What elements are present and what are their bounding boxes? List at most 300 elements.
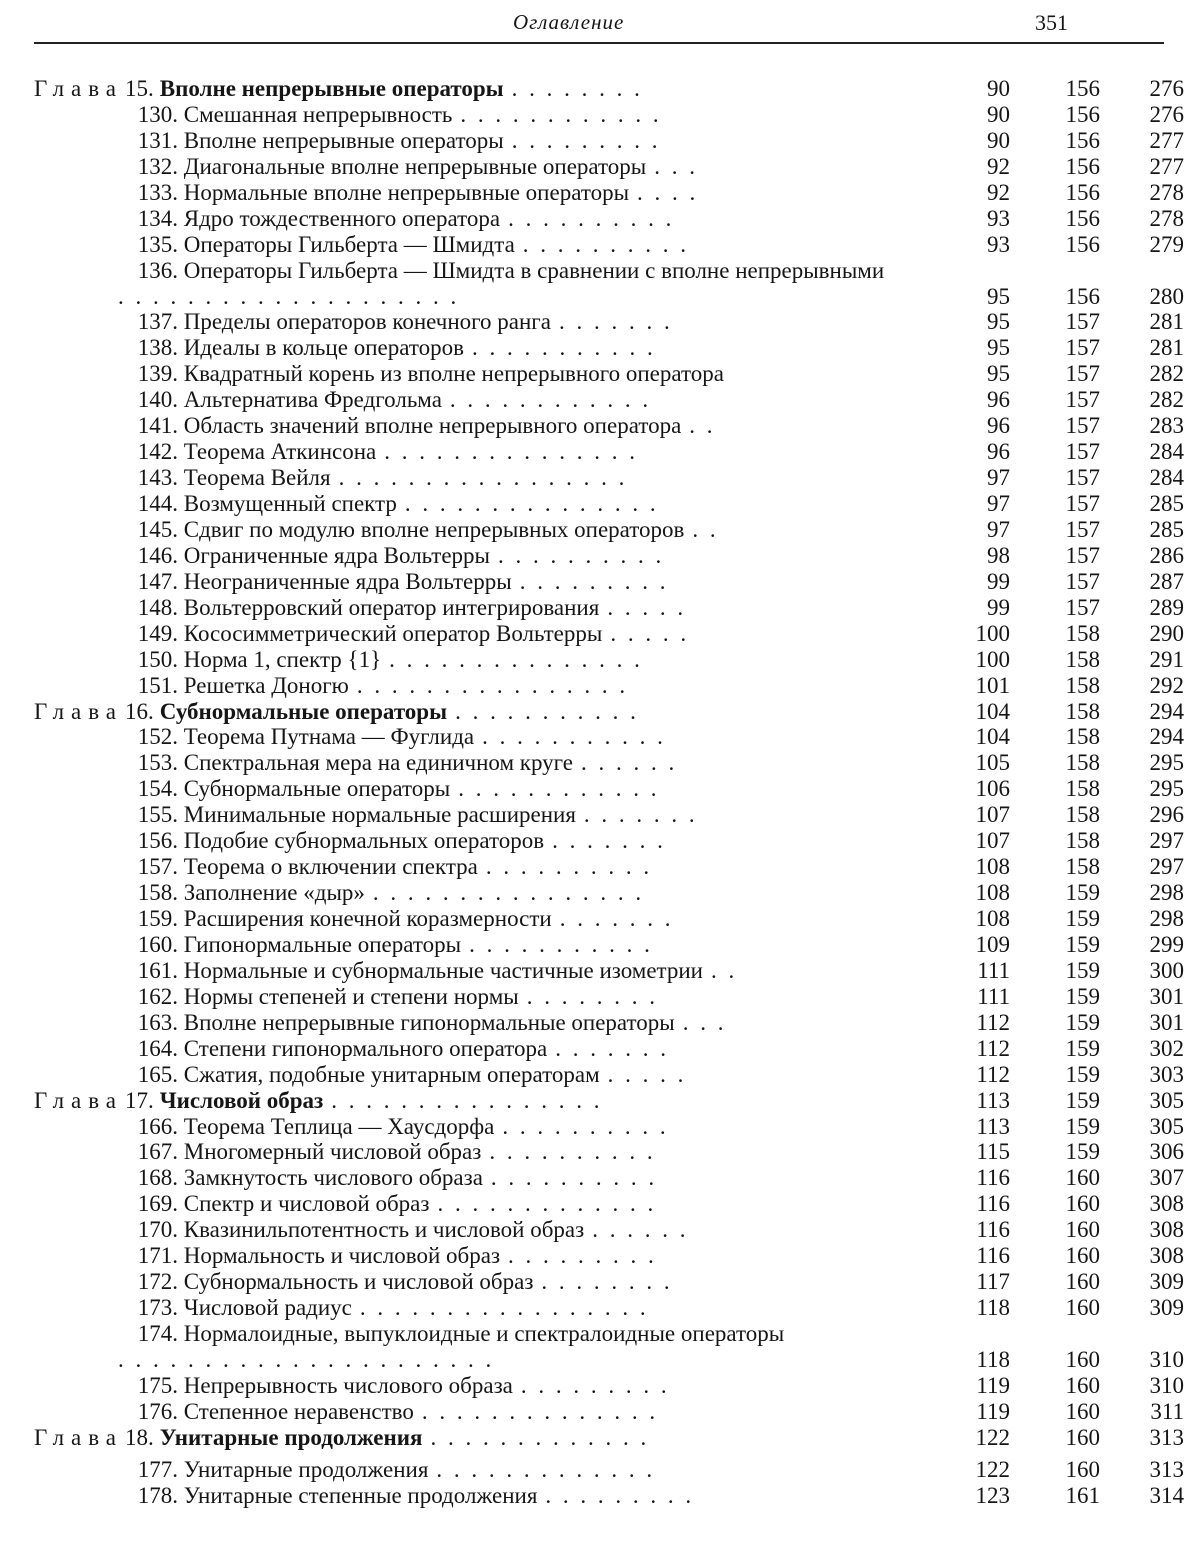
- page-ref-col-2: 157: [1050, 465, 1100, 491]
- page-ref-col-2: 156: [1050, 232, 1100, 258]
- page-ref-col-1: 106: [960, 776, 1010, 802]
- toc-entry-text: [110, 802, 698, 828]
- page-refs: [960, 595, 1200, 621]
- toc-section-row: [0, 491, 1200, 517]
- section-title: Субнормальные операторы: [184, 776, 450, 801]
- page-refs: [960, 517, 1200, 543]
- dot-leader: . . . . .: [608, 1062, 687, 1088]
- page-ref-col-1: 90: [960, 128, 1010, 154]
- page-ref-col-2: 156: [1050, 76, 1100, 102]
- page-refs: [960, 906, 1200, 932]
- page-ref-col-2: 156: [1050, 154, 1100, 180]
- page-refs: [960, 1010, 1200, 1036]
- page-refs: [960, 984, 1200, 1010]
- toc-section-row: [0, 854, 1200, 880]
- section-number: 172.: [110, 1269, 178, 1295]
- section-number: 151.: [110, 673, 178, 699]
- page-ref-col-2: 160: [1050, 1347, 1100, 1373]
- page-ref-col-1: 116: [960, 1243, 1010, 1269]
- page-ref-col-3: 313: [1134, 1457, 1184, 1483]
- section-title: Возмущенный спектр: [184, 491, 397, 516]
- dot-leader: . . .: [654, 154, 698, 180]
- page-ref-col-1: 118: [960, 1347, 1010, 1373]
- dot-leader: . . . . . . .: [559, 309, 673, 335]
- section-number: 164.: [110, 1036, 178, 1062]
- page-ref-col-3: 282: [1134, 387, 1184, 413]
- page-ref-col-1: 109: [960, 932, 1010, 958]
- page-ref-col-1: 122: [960, 1425, 1010, 1451]
- page-ref-col-2: 160: [1050, 1243, 1100, 1269]
- page-ref-col-1: 112: [960, 1062, 1010, 1088]
- page-ref-col-2: 161: [1050, 1483, 1100, 1509]
- section-title: Нормальность и числовой образ: [184, 1243, 500, 1268]
- page-ref-col-1: 111: [960, 958, 1010, 984]
- toc-section-row: [0, 1010, 1200, 1036]
- dot-leader: . . . . . . . . . . . .: [460, 102, 661, 128]
- page-ref-col-3: 279: [1134, 232, 1184, 258]
- page-refs: [960, 1139, 1200, 1165]
- page-ref-col-2: 160: [1050, 1165, 1100, 1191]
- page-ref-col-1: 90: [960, 76, 1010, 102]
- toc-entry-text: [110, 958, 737, 984]
- page-refs: [960, 776, 1200, 802]
- document-page: [0, 0, 1200, 1566]
- page-ref-col-2: 159: [1050, 1139, 1100, 1165]
- toc-entry-text: [110, 1243, 657, 1269]
- section-number: 147.: [110, 569, 178, 595]
- section-number: 170.: [110, 1217, 178, 1243]
- page-refs: [960, 1217, 1200, 1243]
- toc-entry-text: [110, 1269, 673, 1295]
- dot-leader: . . . . . . . . . . . . . . .: [405, 491, 659, 517]
- page-number: 351: [1035, 10, 1068, 36]
- section-number: 171.: [110, 1243, 178, 1269]
- dot-leader: . . . . . . . . . . . . .: [436, 1457, 655, 1483]
- section-title: Теорема о включении спектра: [184, 854, 478, 879]
- page-refs: [960, 932, 1200, 958]
- dot-leader: . . . . . . .: [555, 1036, 669, 1062]
- page-ref-col-3: 281: [1134, 309, 1184, 335]
- dot-leader: . . . . . . . . . .: [498, 543, 664, 569]
- dot-leader: . . . . . . . . .: [508, 1243, 657, 1269]
- toc-entry-text: [110, 1165, 657, 1191]
- page-refs: [960, 1062, 1200, 1088]
- page-ref-col-1: 93: [960, 232, 1010, 258]
- section-title: Область значений вполне непрерывного оператора: [184, 413, 682, 438]
- page-ref-col-3: 308: [1134, 1217, 1184, 1243]
- section-title: Квазинильпотентность и числовой образ: [184, 1217, 584, 1242]
- page-ref-col-3: 282: [1134, 361, 1184, 387]
- toc-entry-text: [110, 595, 686, 621]
- toc-entry-text: [110, 361, 732, 387]
- page-ref-col-1: 122: [960, 1457, 1010, 1483]
- dot-leader: . . . . . . . . . . . . . .: [422, 1399, 658, 1425]
- section-number: 149.: [110, 621, 178, 647]
- page-ref-col-1: 96: [960, 387, 1010, 413]
- toc-entry-text: [110, 1373, 670, 1399]
- page-refs: [960, 1114, 1200, 1140]
- page-ref-col-2: 159: [1050, 1036, 1100, 1062]
- toc-entry-text: [110, 439, 638, 465]
- section-title: Квадратный корень из вполне непрерывного оператора: [184, 361, 724, 386]
- section-number: 159.: [110, 906, 178, 932]
- page-ref-col-2: 157: [1050, 569, 1100, 595]
- section-number: 140.: [110, 387, 178, 413]
- section-number: 138.: [110, 335, 178, 361]
- page-ref-col-3: 292: [1134, 673, 1184, 699]
- section-title: Нормалоидные, выпуклоидные и спектралоидные операторы: [184, 1321, 784, 1346]
- dot-leader: . . . . . . . . . . . . . . . . . . . . . .: [118, 1347, 494, 1373]
- chapter-label: Глава: [34, 1425, 123, 1450]
- section-number: 166.: [110, 1114, 178, 1140]
- section-number: 163.: [110, 1010, 178, 1036]
- section-number: 150.: [110, 647, 178, 673]
- page-ref-col-1: 99: [960, 569, 1010, 595]
- toc-section-row: [0, 932, 1200, 958]
- page-ref-col-3: 280: [1134, 284, 1184, 310]
- page-ref-col-3: 306: [1134, 1139, 1184, 1165]
- section-number: 177.: [110, 1457, 178, 1483]
- page-ref-col-1: 118: [960, 1295, 1010, 1321]
- page-refs: [960, 180, 1200, 206]
- page-ref-col-2: 160: [1050, 1217, 1100, 1243]
- page-refs: [960, 309, 1200, 335]
- section-number: 131.: [110, 128, 178, 154]
- toc-section-row: [0, 517, 1200, 543]
- table-of-contents: [0, 76, 1200, 1509]
- dot-leader: . . . . . . . . . . . .: [450, 387, 651, 413]
- page-ref-col-2: 156: [1050, 180, 1100, 206]
- page-ref-col-3: 276: [1134, 76, 1184, 102]
- section-title: Спектральная мера на единичном круге: [184, 750, 573, 775]
- page-refs: [960, 699, 1200, 725]
- section-number: 153.: [110, 750, 178, 776]
- page-ref-col-2: 158: [1050, 647, 1100, 673]
- page-ref-col-1: 92: [960, 154, 1010, 180]
- page-refs: [960, 76, 1200, 102]
- section-title: Расширения конечной коразмерности: [184, 906, 552, 931]
- toc-chapter-row: [0, 76, 1200, 102]
- dot-leader: . . . . . . . . . . .: [455, 699, 639, 725]
- toc-entry-text: [110, 335, 656, 361]
- page-refs: [960, 647, 1200, 673]
- toc-section-row: [0, 1457, 1200, 1483]
- toc-entry-text: [110, 517, 719, 543]
- dot-leader: . . . . . . . . .: [545, 1483, 694, 1509]
- toc-entry-text: [110, 309, 673, 335]
- page-ref-col-2: 160: [1050, 1425, 1100, 1451]
- dot-leader: . . . . . . . . . . . . . . . .: [331, 1088, 602, 1114]
- dot-leader: . . . . . .: [592, 1217, 688, 1243]
- page-ref-col-1: 97: [960, 491, 1010, 517]
- toc-entry-text: [110, 828, 666, 854]
- section-number: 165.: [110, 1062, 178, 1088]
- page-ref-col-3: 278: [1134, 180, 1184, 206]
- toc-section-row: [0, 543, 1200, 569]
- page-refs: [960, 335, 1200, 361]
- toc-entry-text: [110, 854, 652, 880]
- section-number: 132.: [110, 154, 178, 180]
- page-ref-col-3: 310: [1134, 1347, 1184, 1373]
- page-ref-col-2: 159: [1050, 932, 1100, 958]
- toc-section-row: [0, 335, 1200, 361]
- toc-section-row: [0, 1165, 1200, 1191]
- page-ref-col-2: 158: [1050, 802, 1100, 828]
- toc-section-row: [0, 439, 1200, 465]
- page-ref-col-2: 159: [1050, 880, 1100, 906]
- toc-entry-text: [110, 1114, 669, 1140]
- section-title: Заполнение «дыр»: [184, 880, 365, 905]
- toc-section-row: [0, 154, 1200, 180]
- section-number: 169.: [110, 1191, 178, 1217]
- page-ref-col-2: 159: [1050, 906, 1100, 932]
- toc-entry-text: [110, 776, 659, 802]
- dot-leader: . . . . . . . . . .: [508, 206, 674, 232]
- page-ref-col-3: 305: [1134, 1088, 1184, 1114]
- page-refs: [960, 621, 1200, 647]
- toc-entry-text: [110, 1295, 649, 1321]
- section-number: 156.: [110, 828, 178, 854]
- page-ref-col-3: 314: [1134, 1483, 1184, 1509]
- page-ref-col-1: 116: [960, 1165, 1010, 1191]
- toc-section-row: [0, 413, 1200, 439]
- page-refs: [960, 1191, 1200, 1217]
- toc-entry-text: [110, 180, 698, 206]
- toc-section-row: [0, 724, 1200, 750]
- page-ref-col-2: 158: [1050, 828, 1100, 854]
- page-refs: [960, 1243, 1200, 1269]
- page-ref-col-2: 158: [1050, 776, 1100, 802]
- section-title: Ядро тождественного оператора: [184, 206, 500, 231]
- page-ref-col-2: 157: [1050, 439, 1100, 465]
- page-ref-col-1: 117: [960, 1269, 1010, 1295]
- page-refs: [960, 854, 1200, 880]
- page-refs: [960, 491, 1200, 517]
- page-ref-col-1: 119: [960, 1373, 1010, 1399]
- section-title: Нормы степеней и степени нормы: [184, 984, 519, 1009]
- page-ref-col-1: 99: [960, 595, 1010, 621]
- dot-leader: . .: [711, 958, 737, 984]
- toc-section-row: [0, 1139, 1200, 1165]
- page-ref-col-1: 100: [960, 621, 1010, 647]
- section-title: Операторы Гильберта — Шмидта: [184, 232, 515, 257]
- toc-section-row: [0, 595, 1200, 621]
- page-ref-col-3: 301: [1134, 984, 1184, 1010]
- section-number: 154.: [110, 776, 178, 802]
- page-refs: [960, 1483, 1200, 1509]
- dot-leader: . . . . . . . . . .: [523, 232, 689, 258]
- toc-section-row: [0, 906, 1200, 932]
- section-title: Операторы Гильберта — Шмидта в сравнении с вполне непрерывными: [184, 258, 884, 283]
- page-ref-col-1: 104: [960, 724, 1010, 750]
- section-title: Норма 1, спектр {1}: [184, 647, 381, 672]
- dot-leader: . . . . . . .: [552, 828, 666, 854]
- dot-leader: . . . . . .: [581, 750, 677, 776]
- page-refs: [960, 1399, 1200, 1425]
- page-ref-col-1: 90: [960, 102, 1010, 128]
- section-title: Числовой радиус: [184, 1295, 352, 1320]
- toc-section-row: [0, 1373, 1200, 1399]
- page-ref-col-3: 277: [1134, 154, 1184, 180]
- section-title: Теорема Вейля: [184, 465, 331, 490]
- toc-section-row: [0, 206, 1200, 232]
- toc-section-row: [0, 1191, 1200, 1217]
- toc-entry-text: [110, 1457, 655, 1483]
- toc-section-row: [0, 673, 1200, 699]
- toc-entry-text: [34, 76, 643, 102]
- page-refs: [960, 361, 1200, 387]
- page-ref-col-1: 95: [960, 361, 1010, 387]
- toc-entry-text: [34, 1425, 649, 1451]
- toc-section-row: [0, 1036, 1200, 1062]
- page-refs: [960, 802, 1200, 828]
- section-number: 142.: [110, 439, 178, 465]
- toc-section-row: [0, 984, 1200, 1010]
- dot-leader: . . . . . . . . . .: [489, 1139, 655, 1165]
- page-ref-col-1: 95: [960, 284, 1010, 310]
- dot-leader: . . . .: [637, 180, 698, 206]
- dot-leader: . . . . . . . . . .: [502, 1114, 668, 1140]
- page-ref-col-2: 158: [1050, 750, 1100, 776]
- toc-entry-text: [110, 1321, 940, 1373]
- toc-section-row: [0, 1321, 1200, 1373]
- toc-entry-text: [110, 232, 689, 258]
- section-title: Сдвиг по модулю вполне непрерывных операторов: [184, 517, 685, 542]
- page-ref-col-1: 97: [960, 465, 1010, 491]
- toc-section-row: [0, 1062, 1200, 1088]
- page-ref-col-3: 309: [1134, 1269, 1184, 1295]
- toc-section-row: [0, 1114, 1200, 1140]
- page-ref-col-3: 285: [1134, 491, 1184, 517]
- page-refs: [960, 1088, 1200, 1114]
- section-title: Подобие субнормальных операторов: [184, 828, 544, 853]
- toc-section-row: [0, 232, 1200, 258]
- page-ref-col-2: 156: [1050, 206, 1100, 232]
- chapter-title: Числовой образ: [160, 1088, 323, 1113]
- section-number: 168.: [110, 1165, 178, 1191]
- section-title: Ограниченные ядра Вольтерры: [184, 543, 490, 568]
- page-ref-col-3: 284: [1134, 465, 1184, 491]
- page-ref-col-3: 295: [1134, 750, 1184, 776]
- page-ref-col-1: 95: [960, 309, 1010, 335]
- dot-leader: . . . . . . . . .: [520, 569, 669, 595]
- page-refs: [960, 1347, 1200, 1373]
- dot-leader: . . . . . . . . . . .: [469, 932, 653, 958]
- toc-entry-text: [110, 465, 627, 491]
- toc-section-row: [0, 361, 1200, 387]
- toc-section-row: [0, 1483, 1200, 1509]
- toc-section-row: [0, 309, 1200, 335]
- page-ref-col-2: 156: [1050, 284, 1100, 310]
- section-title: Кососимметрический оператор Вольтерры: [184, 621, 603, 646]
- page-ref-col-3: 278: [1134, 206, 1184, 232]
- toc-entry-text: [110, 1139, 656, 1165]
- page-ref-col-3: 305: [1134, 1114, 1184, 1140]
- page-ref-col-1: 116: [960, 1217, 1010, 1243]
- page-ref-col-3: 295: [1134, 776, 1184, 802]
- section-number: 134.: [110, 206, 178, 232]
- section-number: 143.: [110, 465, 178, 491]
- section-title: Гипонормальные операторы: [184, 932, 461, 957]
- section-number: 174.: [110, 1321, 178, 1347]
- toc-entry-text: [110, 387, 651, 413]
- section-number: 167.: [110, 1139, 178, 1165]
- page-ref-col-1: 93: [960, 206, 1010, 232]
- page-ref-col-1: 123: [960, 1483, 1010, 1509]
- page-ref-col-2: 158: [1050, 699, 1100, 725]
- dot-leader: . . . . . . .: [584, 802, 698, 828]
- section-title: Субнормальность и числовой образ: [184, 1269, 534, 1294]
- page-ref-col-2: 158: [1050, 621, 1100, 647]
- page-ref-col-2: 159: [1050, 984, 1100, 1010]
- page-ref-col-3: 300: [1134, 958, 1184, 984]
- toc-section-row: [0, 880, 1200, 906]
- toc-entry-text: [110, 984, 658, 1010]
- page-ref-col-1: 105: [960, 750, 1010, 776]
- page-ref-col-1: 97: [960, 517, 1010, 543]
- page-ref-col-1: 112: [960, 1010, 1010, 1036]
- page-ref-col-3: 276: [1134, 102, 1184, 128]
- toc-section-row: [0, 958, 1200, 984]
- page-refs: [960, 880, 1200, 906]
- chapter-title: Унитарные продолжения: [160, 1425, 423, 1450]
- page-ref-col-3: 303: [1134, 1062, 1184, 1088]
- page-ref-col-1: 100: [960, 647, 1010, 673]
- page-refs: [960, 102, 1200, 128]
- chapter-title: Субнормальные операторы: [160, 699, 447, 724]
- toc-entry-text: [110, 569, 668, 595]
- dot-leader: . . . . . . . . . . . . . . . . . . . .: [118, 284, 459, 310]
- chapter-number: 15.: [125, 76, 154, 101]
- section-title: Диагональные вполне непрерывные операторы: [184, 154, 646, 179]
- section-number: 145.: [110, 517, 178, 543]
- section-number: 141.: [110, 413, 178, 439]
- dot-leader: . . .: [683, 1010, 727, 1036]
- section-number: 130.: [110, 102, 178, 128]
- page-refs: [960, 1269, 1200, 1295]
- page-ref-col-2: 157: [1050, 491, 1100, 517]
- toc-section-row: [0, 128, 1200, 154]
- dot-leader: . . . . . . . . . . .: [472, 335, 656, 361]
- dot-leader: . . . . . . . . . . .: [482, 724, 666, 750]
- section-title: Решетка Доногю: [184, 673, 349, 698]
- toc-entry-text: [110, 880, 644, 906]
- page-ref-col-1: 104: [960, 699, 1010, 725]
- page-ref-col-1: 96: [960, 413, 1010, 439]
- dot-leader: . . . . . . . . . . . . . . . .: [357, 673, 628, 699]
- dot-leader: . .: [689, 413, 715, 439]
- page-ref-col-3: 302: [1134, 1036, 1184, 1062]
- toc-entry-text: [110, 102, 662, 128]
- section-number: 158.: [110, 880, 178, 906]
- page-ref-col-2: 157: [1050, 387, 1100, 413]
- section-title: Нормальные и субнормальные частичные изометрии: [184, 958, 703, 983]
- page-ref-col-1: 108: [960, 854, 1010, 880]
- toc-section-row: [0, 1269, 1200, 1295]
- page-ref-col-3: 281: [1134, 335, 1184, 361]
- section-number: 155.: [110, 802, 178, 828]
- page-ref-col-1: 108: [960, 880, 1010, 906]
- page-ref-col-3: 287: [1134, 569, 1184, 595]
- page-ref-col-2: 157: [1050, 595, 1100, 621]
- page-ref-col-3: 296: [1134, 802, 1184, 828]
- toc-section-row: [0, 647, 1200, 673]
- section-title: Унитарные степенные продолжения: [184, 1483, 538, 1508]
- page-ref-col-1: 119: [960, 1399, 1010, 1425]
- toc-entry-text: [110, 258, 940, 310]
- page-ref-col-3: 313: [1134, 1425, 1184, 1451]
- toc-entry-text: [110, 543, 664, 569]
